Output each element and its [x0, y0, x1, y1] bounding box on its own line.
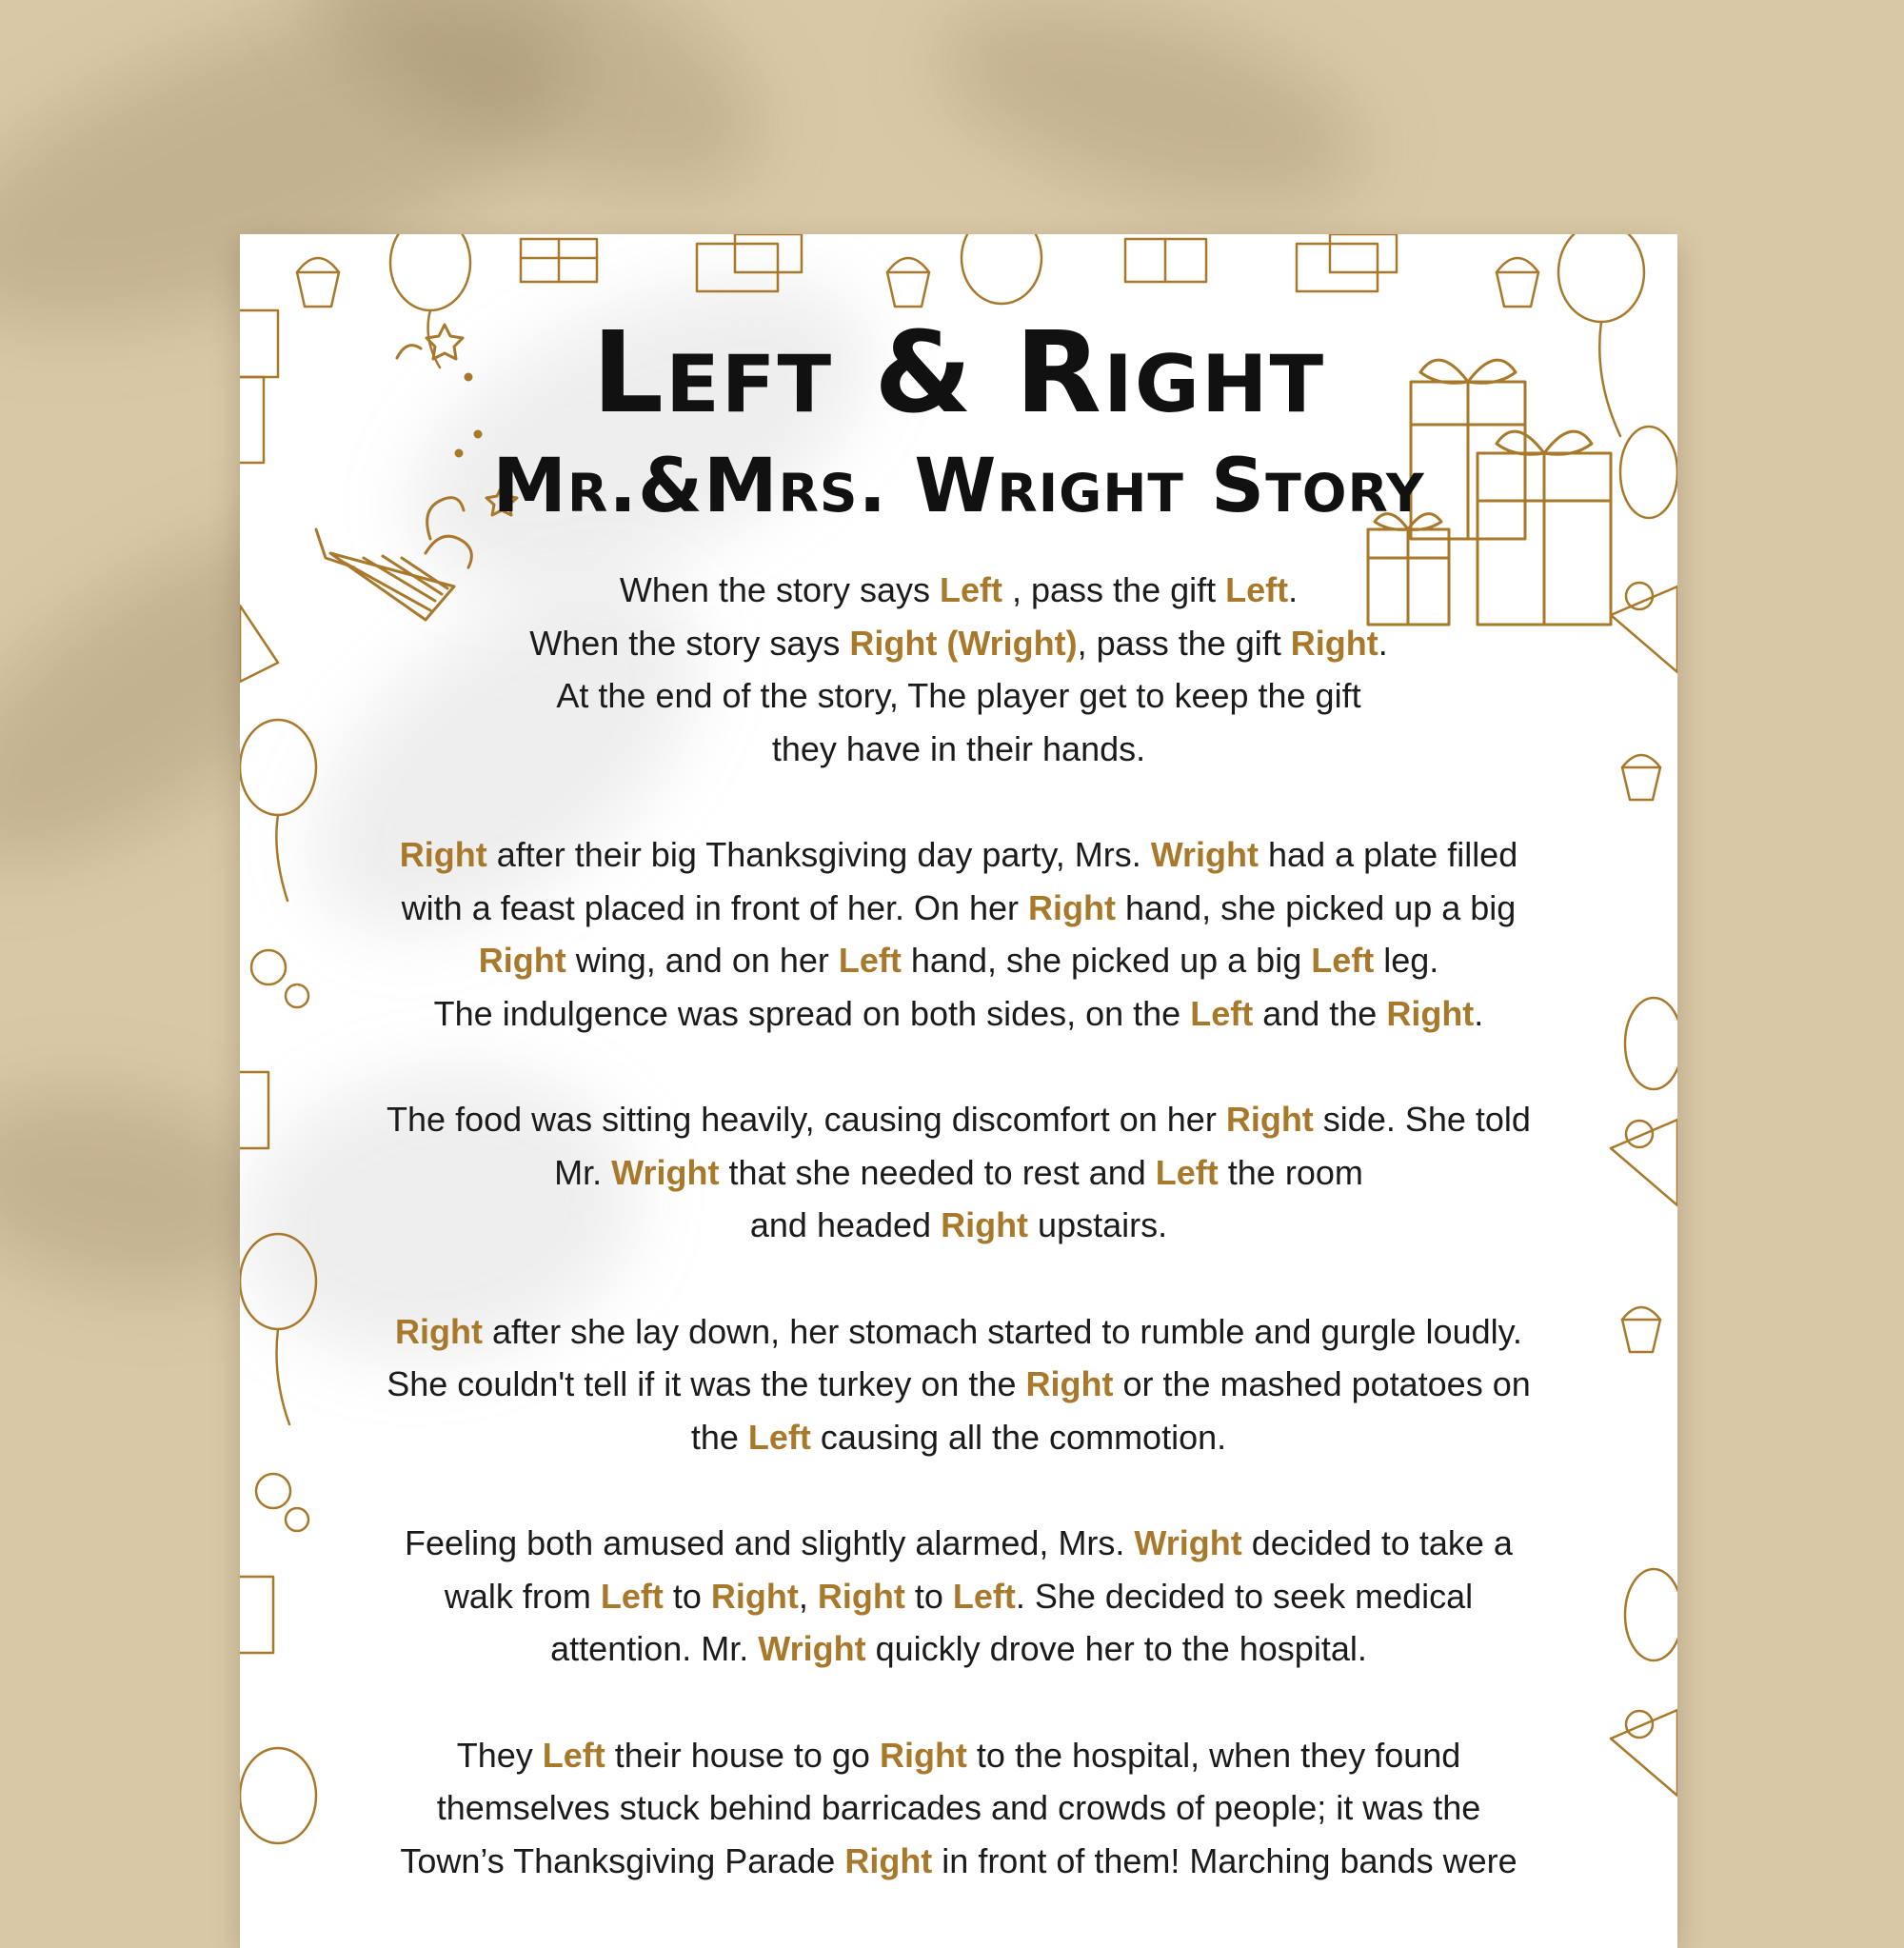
story-text: that she needed to rest and — [719, 1152, 1156, 1192]
story-body — [326, 564, 1592, 1887]
text-line — [387, 1100, 1531, 1139]
balloon-icon — [1625, 1569, 1677, 1660]
highlight-word: Right — [1290, 623, 1378, 663]
story-text: quickly drove her to the hospital. — [865, 1629, 1367, 1668]
balloon-icon — [240, 720, 316, 901]
story-text: . — [1378, 623, 1388, 663]
story-text: the — [690, 1417, 748, 1457]
page-subtitle: Mr.&Mrs. Wright Story — [492, 444, 1425, 529]
story-text: to — [904, 1576, 953, 1616]
printable-card — [240, 234, 1677, 1948]
story-text: At the end of the story, The player get to keep the gift — [556, 676, 1361, 715]
highlight-word: Wright — [758, 1629, 866, 1668]
highlight-word: Wright — [611, 1152, 720, 1192]
story-text: hand, she picked up a big — [1116, 887, 1517, 927]
story-text: The indulgence was spread on both sides, on the — [433, 993, 1191, 1033]
highlight-word: Right — [478, 941, 566, 980]
highlight-word: Right (Wright) — [849, 623, 1078, 663]
story-paragraph — [326, 1093, 1592, 1252]
instructions-paragraph — [326, 564, 1592, 775]
text-line — [402, 888, 1517, 927]
cupcake-icon — [1622, 1307, 1660, 1352]
story-text: had a plate filled — [1259, 835, 1518, 874]
text-line — [691, 1418, 1226, 1457]
story-text: or the mashed potatoes on — [1113, 1364, 1531, 1403]
highlight-word: Left — [940, 570, 1002, 609]
text-line — [434, 994, 1484, 1033]
highlight-word: Left — [1155, 1152, 1219, 1192]
story-text: leg. — [1374, 941, 1439, 980]
text-line — [750, 1205, 1167, 1244]
gift-box-icon — [240, 1072, 268, 1148]
story-text: causing all the commotion. — [810, 1417, 1227, 1457]
text-line — [457, 1736, 1461, 1775]
story-text: She couldn't tell if it was the turkey on the — [387, 1364, 1026, 1403]
text-line — [445, 1577, 1473, 1616]
flower-icon — [251, 950, 308, 1007]
story-text: themselves stuck behind barricades and crowds of people; it was the — [436, 1788, 1481, 1827]
story-text: in front of them! Marching bands were — [932, 1840, 1517, 1880]
story-text: hand, she picked up a big — [901, 941, 1312, 980]
story-text: Mr. — [554, 1152, 612, 1192]
story-text: with a feast placed in front of her. On her — [401, 887, 1029, 927]
balloon-icon — [240, 1234, 316, 1424]
text-line — [554, 1153, 1363, 1192]
page-title: Left & Right — [591, 307, 1326, 438]
story-text: to the hospital, when they found — [966, 1735, 1461, 1775]
story-paragraph — [326, 828, 1592, 1040]
gift-box-icon — [240, 1577, 273, 1653]
highlight-word: Right — [395, 1311, 484, 1351]
story-paragraph — [326, 1305, 1592, 1464]
cupcake-icon — [1622, 755, 1660, 800]
highlight-word: Right — [710, 1576, 799, 1616]
text-line — [437, 1788, 1481, 1827]
story-content — [326, 234, 1592, 1887]
story-paragraph — [326, 1729, 1592, 1888]
highlight-word: Left — [838, 941, 902, 980]
story-text: . — [1288, 570, 1299, 609]
text-line — [556, 676, 1360, 715]
story-text: after their big Thanksgiving day party, Mrs. — [486, 835, 1151, 874]
highlight-word: Left — [1190, 993, 1254, 1033]
leaf-shadow — [919, 0, 1386, 244]
story-text: decided to take a — [1241, 1523, 1513, 1562]
story-text: They — [456, 1735, 543, 1775]
balloon-icon — [1620, 427, 1677, 518]
story-text: , — [798, 1576, 818, 1616]
text-line — [550, 1629, 1367, 1668]
balloon-icon — [1625, 998, 1677, 1089]
story-text: , pass the gift — [1002, 570, 1226, 609]
story-text: the room — [1218, 1152, 1363, 1192]
highlight-word: Right — [399, 835, 487, 874]
highlight-word: Right — [1025, 1364, 1114, 1403]
story-text: side. She told — [1313, 1100, 1531, 1139]
text-line — [405, 1523, 1513, 1562]
text-line — [387, 1364, 1531, 1403]
story-text: Feeling both amused and slightly alarmed, Mrs. — [405, 1523, 1135, 1562]
text-line — [772, 729, 1145, 768]
highlight-word: Right — [817, 1576, 905, 1616]
highlight-word: Wright — [1134, 1523, 1242, 1562]
story-text: they have in their hands. — [771, 728, 1146, 768]
flower-icon — [256, 1474, 308, 1531]
gift-box-icon — [240, 310, 278, 463]
story-text: wing, and on her — [565, 941, 839, 980]
story-text: The food was sitting heavily, causing discomfort on her — [387, 1100, 1226, 1139]
text-line — [529, 624, 1388, 663]
story-text: Town’s Thanksgiving Parade — [400, 1840, 845, 1880]
highlight-word: Right — [879, 1735, 967, 1775]
story-text: , pass the gift — [1077, 623, 1291, 663]
text-line — [400, 1841, 1517, 1880]
story-text: . — [1474, 993, 1484, 1033]
story-text: after she lay down, her stomach started to rumble and gurgle loudly. — [483, 1311, 1522, 1351]
highlight-word: Right — [941, 1205, 1029, 1244]
highlight-word: Right — [1225, 1100, 1314, 1139]
highlight-word: Right — [844, 1840, 933, 1880]
bouquet-icon — [1611, 583, 1677, 672]
story-paragraph — [326, 1517, 1592, 1676]
highlight-word: Left — [747, 1417, 811, 1457]
story-text: When the story says — [619, 570, 940, 609]
text-line — [400, 835, 1517, 874]
story-text: . She decided to seek medical — [1015, 1576, 1474, 1616]
story-text: their house to go — [605, 1735, 880, 1775]
highlight-word: Left — [600, 1576, 664, 1616]
highlight-word: Left — [1225, 570, 1289, 609]
story-text: and headed — [749, 1205, 942, 1244]
text-line — [620, 570, 1298, 609]
highlight-word: Left — [952, 1576, 1016, 1616]
story-text: When the story says — [529, 623, 850, 663]
highlight-word: Wright — [1150, 835, 1259, 874]
story-text: and the — [1253, 993, 1387, 1033]
story-text: to — [663, 1576, 711, 1616]
party-hat-icon — [240, 606, 278, 682]
bouquet-icon — [1611, 1120, 1677, 1205]
story-text: walk from — [444, 1576, 601, 1616]
highlight-word: Right — [1028, 887, 1117, 927]
balloon-icon — [240, 1748, 316, 1843]
story-text: upstairs. — [1028, 1205, 1168, 1244]
text-line — [479, 941, 1439, 980]
bouquet-icon — [1611, 1710, 1677, 1796]
highlight-word: Left — [1311, 941, 1375, 980]
story-text: attention. Mr. — [550, 1629, 759, 1668]
highlight-word: Left — [542, 1735, 605, 1775]
highlight-word: Right — [1386, 993, 1475, 1033]
text-line — [395, 1312, 1522, 1351]
